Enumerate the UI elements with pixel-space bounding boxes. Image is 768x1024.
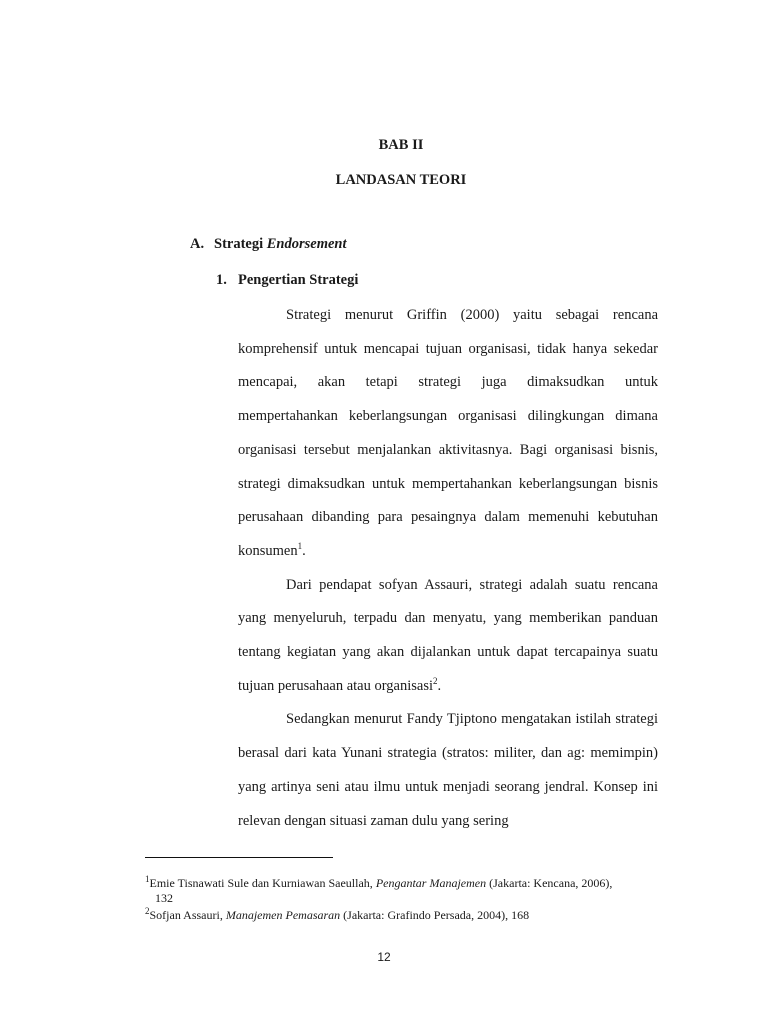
section-label-italic: Endorsement (266, 236, 347, 252)
footnote-author: Emie Tisnawati Sule dan Kurniawan Saeullah, (149, 876, 376, 890)
footnotes (145, 876, 665, 925)
section-label: Strategi (214, 236, 267, 252)
paragraph (238, 299, 658, 569)
footnote-ref[interactable]: 2 (433, 675, 438, 686)
body-text (238, 299, 658, 838)
paragraph-end: . (302, 542, 306, 559)
paragraph-text: Strategi menurut Griffin (2000) yaitu sebagai rencana komprehensif untuk mencapai tujuan organisasi, tidak hanya sekedar mencapai, akan tetapi strategi juga dimaksudkan untuk mempertahankan keberlangsungan organisasi dilingkungan dimana organisasi tersebut menjalankan aktivitasnya. Bagi organisasi bisnis, strategi dimaksudkan untuk mempertahankan keberlangsungan bisnis perusahaan dibanding para pesaingnya dalam memenuhi kebutuhan konsumen (238, 307, 658, 559)
subsection-label: Pengertian Strategi (238, 272, 359, 288)
chapter-number: BAB II (378, 137, 424, 153)
paragraph (238, 569, 658, 704)
chapter-title: LANDASAN TEORI (335, 172, 467, 188)
footnote-item (145, 876, 665, 906)
section-heading (190, 236, 347, 253)
footnote-number: 2 (145, 906, 150, 916)
paragraph (238, 703, 658, 838)
footnote-ref[interactable]: 1 (297, 541, 303, 552)
paragraph-text: Dari pendapat sofyan Assauri, strategi adalah suatu rencana yang menyeluruh, terpadu dan menyatu, yang memberikan panduan tentang kegiatan yang akan dijalankan untuk dapat tercapainya suatu tujuan perusahaan atau organisasi (238, 576, 658, 694)
subsection-marker: 1. (216, 272, 227, 288)
paragraph-text: Sedangkan menurut Fandy Tjiptono mengatakan istilah strategi berasal dari kata Yunani strategia (stratos: militer, dan ag: memimpin) yang artinya seni atau ilmu untuk menjadi seorang jendral. Konsep ini relevan dengan situasi zaman dulu yang sering (238, 711, 658, 829)
footnote-item (145, 908, 665, 923)
footnote-publisher: (Jakarta: Kencana, 2006), (486, 876, 613, 890)
footnote-publisher: (Jakarta: Grafindo Persada, 2004), 168 (340, 908, 530, 922)
subsection-heading (216, 272, 358, 289)
footnote-number: 1 (145, 874, 150, 884)
footnote-author: Sofjan Assauri, (149, 908, 226, 922)
section-marker: A. (190, 236, 205, 252)
footnote-continuation: 132 (155, 891, 173, 905)
footnote-divider (145, 857, 333, 858)
footnote-title: Pengantar Manajemen (375, 876, 487, 890)
footnote-title: Manajemen Pemasaran (225, 908, 341, 922)
page-number: 12 (377, 950, 391, 964)
paragraph-end: . (437, 677, 442, 694)
